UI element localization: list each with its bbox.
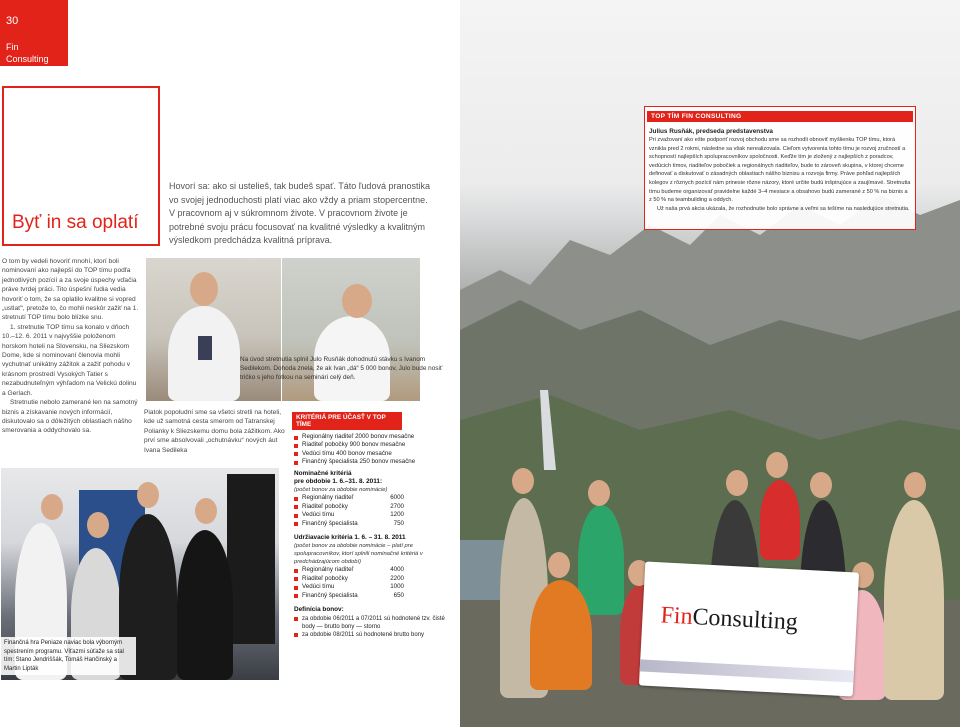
info-box-title: TOP TÍM FIN CONSULTING bbox=[647, 111, 913, 122]
definition-item: za obdobie 06/2011 a 07/2011 sú hodnotené tzv. čisté body — brutto bony — storno bbox=[294, 615, 454, 631]
info-box-text: Pri zvažovaní ako ešte podporiť rozvoj obchodu sme sa rozhodli obnoviť myšlienku TOP tímu, ktorá vznikla pred 2 rokmi, následne sa však nerealizovala. Cieľom vytvorenia tohto tímu je rozvoj zručností a schopností najlepších spolupracovníkov spoločnosti. Keďže tím je zložený z najlepších z poradcov, vedúcich tímov, riaditeľov pobočiek a regionálnych riaditeľov, bude to zároveň skupina, v ktorej chceme definovať a diskutovať o zásadných oblastiach nášho biznisu a rozvoja firmy. Práve pohľad najlepších kolegov z rôznych pozícií nám prinesie rôzne názory, ktoré určite budú inšpirujúce a zaujímavé. Stretnutia tímu budeme organizovať pravidelne každé 3–4 mesiace a obsahovo budú zamerané z 50 % na biznis a z 50 % na teambuilding a oddych. bbox=[649, 137, 911, 204]
banner-stripe bbox=[640, 659, 854, 682]
caption-winning-team: Finančná hra Peniaze naviac bola výborným spestrením programu. Víťazmi súťaže sa stal tím: Stano Jendriššák, Tomáš Hančinský a Martin Lipták bbox=[1, 637, 136, 675]
rollup-banner bbox=[227, 474, 275, 644]
person-head bbox=[342, 284, 372, 318]
person-head bbox=[810, 472, 832, 498]
section-label-left-line2: Consulting bbox=[6, 54, 49, 64]
person-head bbox=[904, 472, 926, 498]
retention-row: Finančný špecialista 650 bbox=[294, 592, 454, 600]
person-head bbox=[548, 552, 570, 578]
person-head bbox=[195, 498, 217, 524]
shirt-print bbox=[198, 336, 212, 360]
criteria-row: Finančný špecialista 250 bonov mesačne bbox=[294, 458, 454, 466]
criteria-row: Regionálny riaditeľ 2000 bonov mesačne bbox=[294, 433, 454, 441]
person-head bbox=[588, 480, 610, 506]
criteria-box bbox=[288, 412, 460, 674]
nomination-note: (počet bonov za obdobie nominácie) bbox=[294, 487, 388, 494]
person-head bbox=[512, 468, 534, 494]
page-number-left: 30 bbox=[6, 15, 19, 27]
nomination-row: Riaditeľ pobočky 2700 bbox=[294, 503, 454, 511]
person-figure bbox=[530, 580, 592, 690]
criteria-row: Vedúci tímu 400 bonov mesačne bbox=[294, 450, 454, 458]
page-title: Byť in sa oplatí bbox=[12, 212, 139, 233]
body-paragraph: 1. stretnutie TOP tímu sa konalo v dňoch 10.–12. 6. 2011 v najvyššie položenom horskom hoteli na Slovensku, na Sliezskom Dome, kde si nominovaní členovia mohli vychutnať unikátny zážitok a zažiť pohodu v krásnom prostredí Vysokých Tatier s nezabudnuteľným výhľadom na Velickú dolinu a Gerlach. bbox=[2, 323, 137, 397]
retention-row: Riaditeľ pobočky 2200 bbox=[294, 575, 454, 583]
person-head bbox=[41, 494, 63, 520]
body-column-1 bbox=[2, 257, 140, 436]
criteria-row: Riaditeľ pobočky 900 bonov mesačne bbox=[294, 441, 454, 449]
nomination-period: pre obdobie 1. 6.–31. 8. 2011: bbox=[294, 478, 383, 486]
page-tab-left bbox=[0, 0, 68, 66]
person-head bbox=[137, 482, 159, 508]
fin-consulting-banner bbox=[639, 561, 859, 696]
info-box-closing: Už naša prvá akcia ukázala, že rozhodnutie bolo správne a veľmi sa tešíme na nasledujúce stretnutia. bbox=[657, 205, 910, 212]
person-figure bbox=[578, 505, 624, 615]
retention-row: Vedúci tímu 1000 bbox=[294, 583, 454, 591]
person-head bbox=[190, 272, 218, 306]
headline-box bbox=[2, 86, 160, 246]
body-column-2: Piatok popoludní sme sa všetci stretli na hoteli, kde už samotná cesta smerom od Tatranskej Polianky k Sliezskemu domu bola zážitkom. Ako prví sme absolvovali „ochutnávku“ nových áut Ivana Sedileka bbox=[144, 409, 285, 454]
info-box-author: Julius Rusňák, predseda predstavenstva bbox=[649, 128, 773, 135]
top-team-info-box bbox=[644, 106, 916, 230]
definition-heading: Definícia bonov: bbox=[294, 606, 344, 614]
person-head bbox=[87, 512, 109, 538]
banner-logo: FinConsulting bbox=[659, 602, 799, 636]
retention-heading: Udržiavacie kritéria 1. 6. – 31. 8. 2011 bbox=[294, 534, 406, 542]
body-paragraph: Stretnutie nebolo zamerané len na samotný biznis a získavanie nových informácií, diskutovalo sa o dôležitých oblastiach nášho smerovania a oddychovalo sa. bbox=[2, 399, 138, 435]
nomination-heading: Nominačné kritériá bbox=[294, 469, 352, 477]
section-label-left-line1: Fin bbox=[6, 42, 19, 52]
definition-item: za obdobie 08/2011 sú hodnotené brutto bony bbox=[294, 631, 454, 639]
person-figure bbox=[760, 480, 800, 560]
caption-shirt-bet: Na úvod stretnutia splnil Julo Rusňák dohodnutú stávku s Ivanom Sedilekom. Dohoda znela, že ak Ivan „dá“ 5 000 bonov, Julo bude nosiť tričko s jeho fotkou na seminári celý deň. bbox=[240, 356, 443, 381]
nomination-row: Vedúci tímu 1200 bbox=[294, 511, 454, 519]
person-figure bbox=[177, 530, 233, 680]
retention-row: Regionálny riaditeľ 4000 bbox=[294, 566, 454, 574]
person-head bbox=[766, 452, 788, 478]
body-paragraph: O tom by vedeli hovoriť mnohí, ktorí boli nominovaní ako najlepší do TOP tímu podľa jednotlivých pozícií a za svoje úspechy vďačia práve tvrdej práci. Tito úspešní ľudia vedia hovoriť o tom, že sa oplatilo kvalitne si vopred „ustlať“, pretože to, čo mohli neskôr zažiť na 1. stretnutí TOP tímu bolo blízke snu. bbox=[2, 258, 139, 322]
retention-note: (počet bonov za obdobie nominácie – platí pre spolupracovníkov, ktorí splnili nominačné kritériá v predchádzajúcom období) bbox=[294, 543, 423, 566]
person-figure bbox=[884, 500, 944, 700]
person-head bbox=[726, 470, 748, 496]
criteria-title: KRITÉRIÁ PRE ÚČASŤ V TOP TÍME bbox=[292, 412, 402, 430]
nomination-row: Finančný špecialista 750 bbox=[294, 520, 454, 528]
nomination-row: Regionálny riaditeľ 6000 bbox=[294, 494, 454, 502]
intro-paragraph: Hovorí sa: ako si ustelieš, tak budeš spať. Táto ľudová pranostika vo svojej jednoduchosti platí viac ako vždy a priam stopercentne. V pracovnom aj v súkromnom živote. V pracovnom živote je potrebné svoju prácu focusovať na kvalitné výsledky a kvalitným výsledkom predchádza kvalitná príprava. bbox=[169, 181, 430, 245]
